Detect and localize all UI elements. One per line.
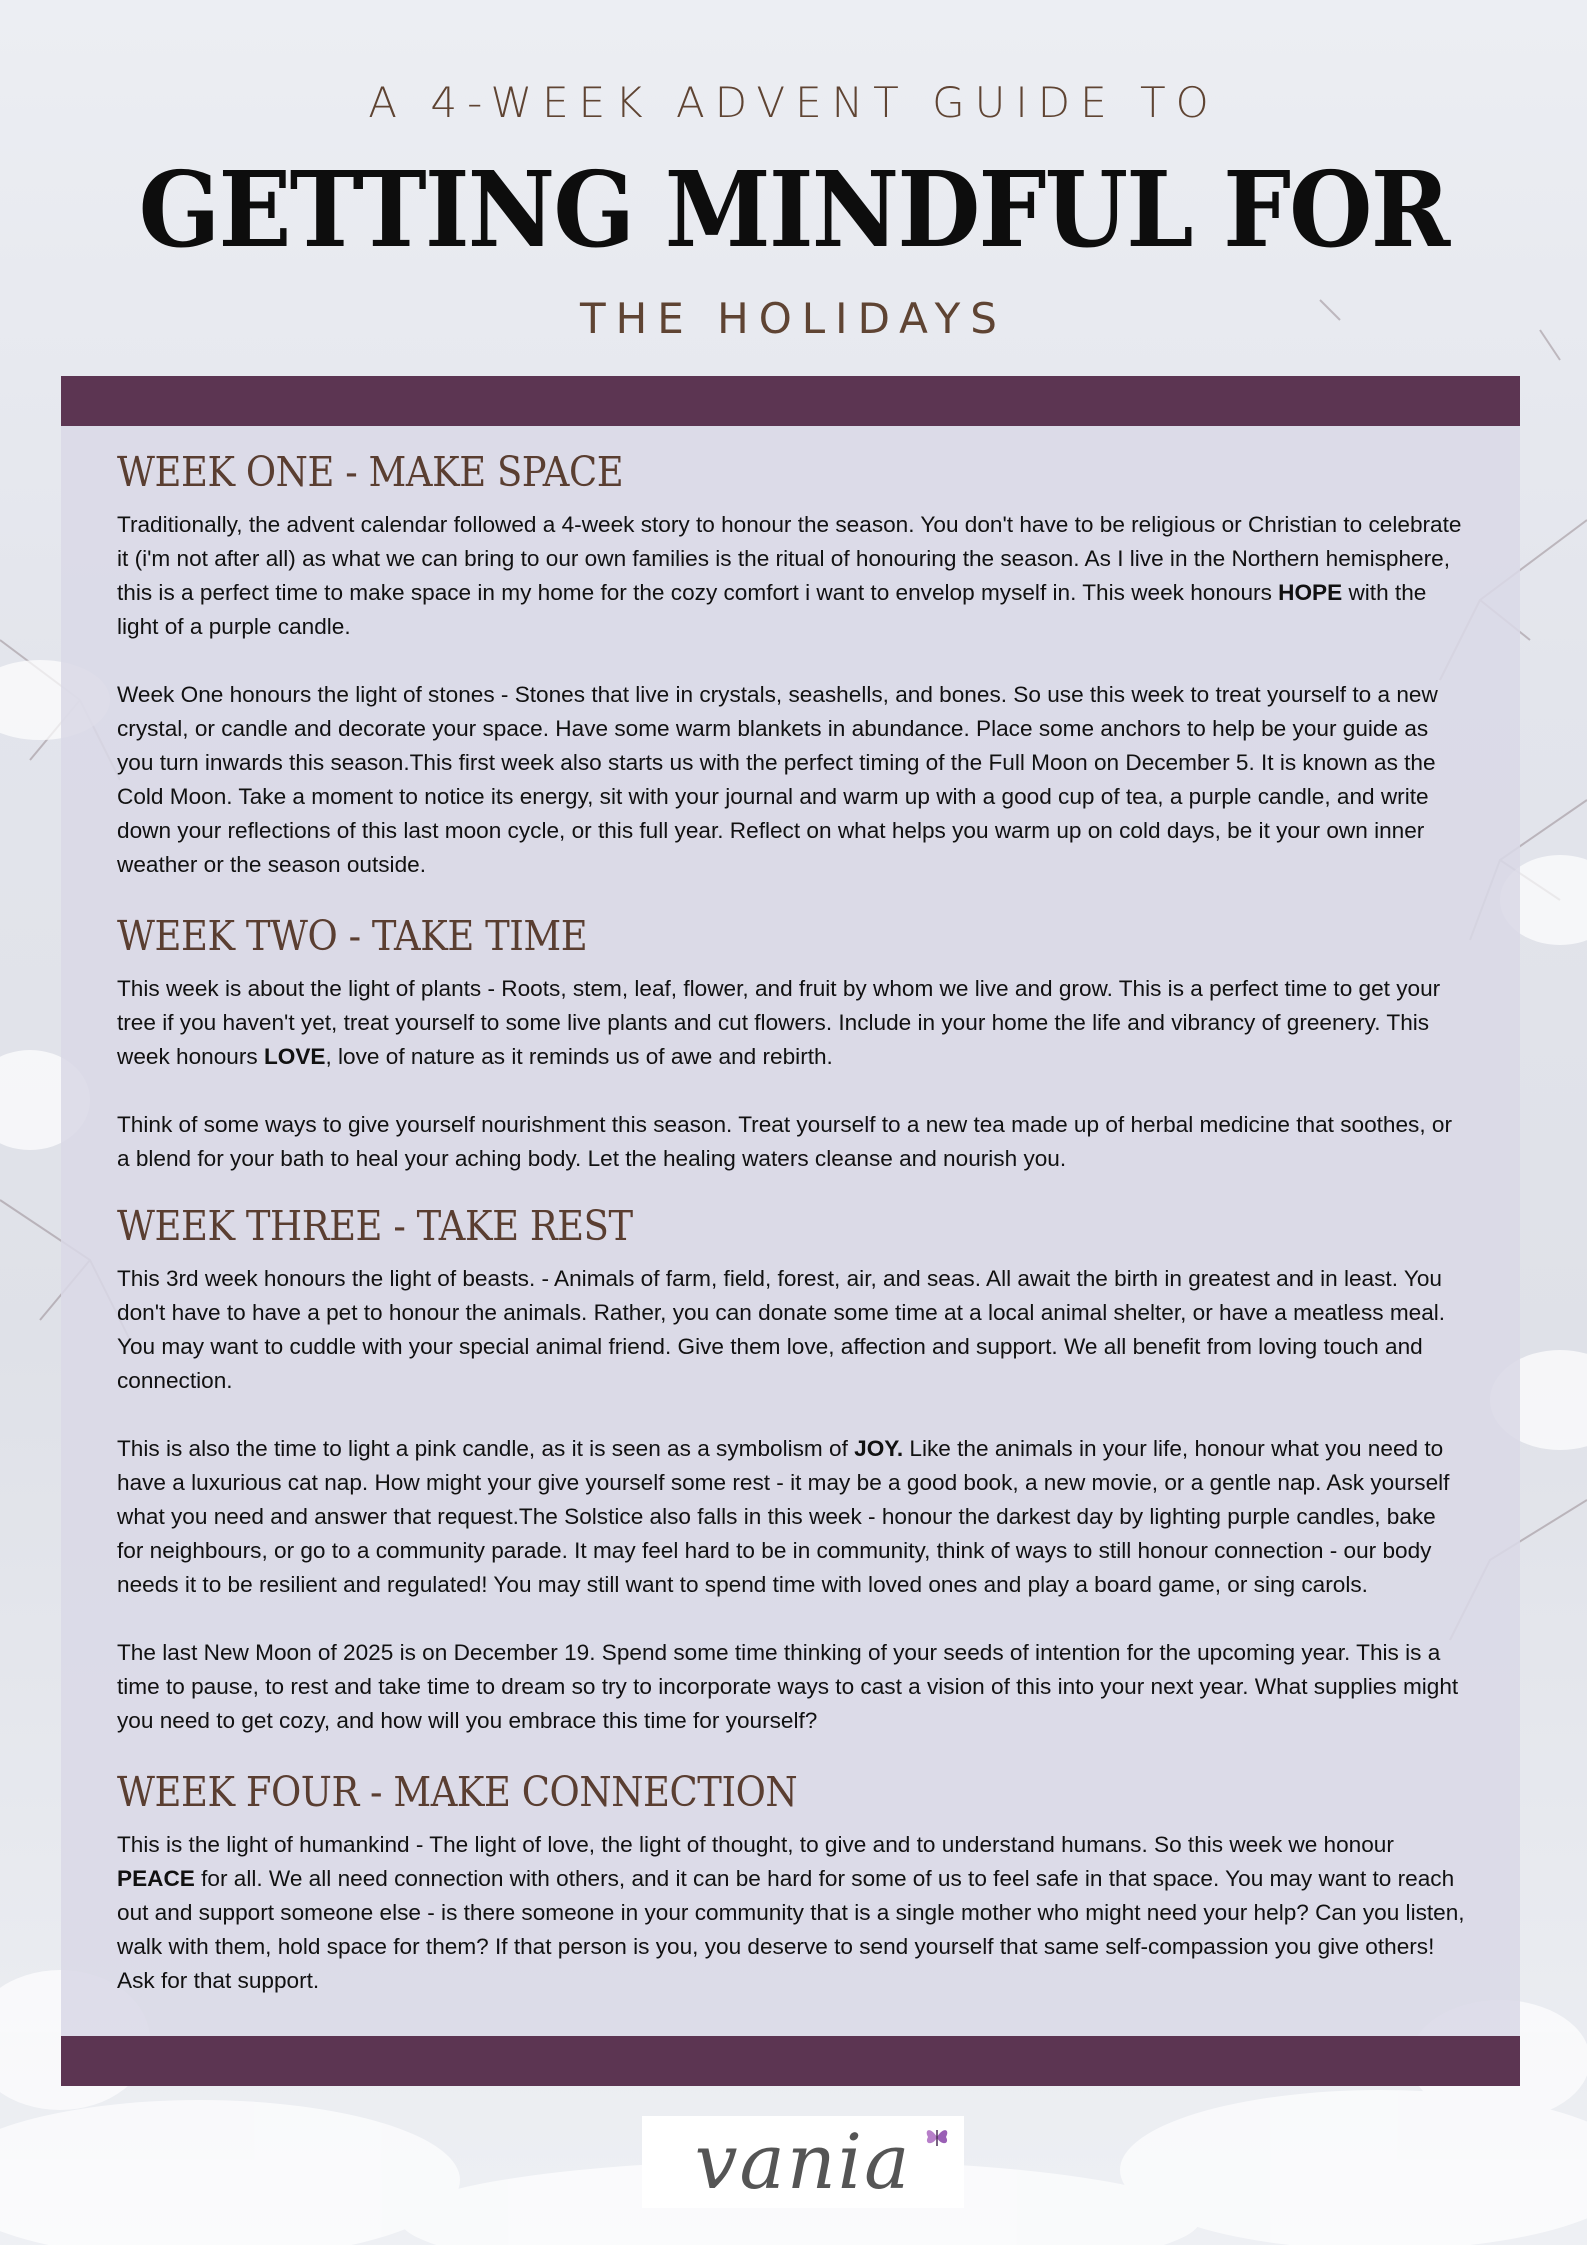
content-body <box>117 448 1523 2008</box>
emphasis-text: JOY. <box>854 1436 904 1461</box>
text-run: Like the animals in your life, honour what you need to have a luxurious cat nap. How might your give yourself some rest - it may be a good book, a new movie, or a gentle nap. Ask yourself what you need and answer that request.The Solstice also falls in this week - honour the darkest day by lighting purple candles, bake for neighbours, or go to a community parade. It may feel hard to be in community, think of ways to still honour connection - our body needs it to be resilient and regulated! You may still want to spend time with loved ones and play a board game, or sing carols. <box>117 1436 1450 1597</box>
section-paragraph <box>117 508 1467 644</box>
section-paragraph: Think of some ways to give yourself nourishment this season. Treat yourself to a new tea made up of herbal medicine that soothes, or a blend for your bath to heal your aching body. Let the healing waters cleanse and nourish you. <box>117 1112 1452 1171</box>
section-heading: WEEK FOUR - MAKE CONNECTION <box>117 1768 798 1816</box>
emphasis-text: LOVE <box>263 1044 326 1069</box>
section-heading: WEEK ONE - MAKE SPACE <box>117 448 624 496</box>
text-run: This is also the time to light a pink candle, as it is seen as a symbolism of <box>117 1436 855 1461</box>
section-paragraph <box>117 972 1467 1074</box>
text-run: for all. We all need connection with others, and it can be hard for some of us to feel safe in that space. You may want to reach out and support someone else - is there someone in your community that is a single mother who might need your help? Can you listen, walk with them, hold space for them? If that person is you, you deserve to send yourself that same self-compassion you give others! Ask for that support. <box>117 1866 1465 1993</box>
text-run: This is the light of humankind - The light of love, the light of thought, to give and to understand humans. So this week we honour <box>117 1832 1394 1857</box>
section-heading: WEEK TWO - TAKE TIME <box>117 912 588 960</box>
brand-logo <box>642 2116 964 2208</box>
panel-top-bar <box>61 376 1520 426</box>
emphasis-text: PEACE <box>117 1866 195 1891</box>
section-paragraph <box>117 1432 1467 1602</box>
section-week-one <box>117 448 1467 882</box>
section-heading: WEEK THREE - TAKE REST <box>117 1202 633 1250</box>
section-week-four <box>117 1768 1467 1998</box>
page-title: GETTING MINDFUL FOR <box>138 148 1449 271</box>
text-run: , love of nature as it reminds us of awe and rebirth. <box>325 1044 833 1069</box>
header-subtitle-bottom: THE HOLIDAYS <box>580 294 1007 343</box>
section-paragraph: The last New Moon of 2025 is on December 19. Spend some time thinking of your seeds of intention for the upcoming year. This is a time to pause, to rest and take time to dream so try to incorporate ways to cast a vision of this into your next year. What supplies might you need to get cozy, and how will you embrace this time for yourself? <box>117 1640 1459 1733</box>
section-week-two <box>117 912 1467 1176</box>
text-run: with the light of a purple candle. <box>117 580 1427 639</box>
section-paragraph <box>117 1828 1467 1998</box>
section-week-three <box>117 1202 1467 1738</box>
text-run: Traditionally, the advent calendar followed a 4-week story to honour the season. You don't have to be religious or Christian to celebrate it (i'm not after all) as what we can bring to our own families is the ritual of honouring the season. As I live in the Northern hemisphere, this is a perfect time to make space in my home for the cozy comfort i want to envelop myself in. This week honours <box>117 512 1462 605</box>
butterfly-icon <box>922 2122 952 2152</box>
text-run: This week is about the light of plants - Roots, stem, leaf, flower, and fruit by whom we live and grow. This is a perfect time to get your tree if you haven't yet, treat yourself to some live plants and cut flowers. Include in your home the life and vibrancy of greenery. This week honours <box>117 976 1441 1069</box>
panel-bottom-bar <box>61 2036 1520 2086</box>
section-paragraph: Week One honours the light of stones - Stones that live in crystals, seashells, and bones. So use this week to treat yourself to a new crystal, or candle and decorate your space. Have some warm blankets in abundance. Place some anchors to help be your guide as you turn inwards this season.This first week also starts us with the perfect timing of the Full Moon on December 5. It is known as the Cold Moon. Take a moment to notice its energy, sit with your journal and warm up with a good cup of tea, a purple candle, and write down your reflections of this last moon cycle, or this full year. Reflect on what helps you warm up on cold days, be it your own inner weather or the season outside. <box>117 682 1438 877</box>
emphasis-text: HOPE <box>1278 580 1343 605</box>
logo-wordmark: vania <box>694 2117 912 2206</box>
section-paragraph: This 3rd week honours the light of beasts. - Animals of farm, field, forest, air, and seas. All await the birth in greatest and in least. You don't have to have a pet to honour the animals. Rather, you can donate some time at a local animal shelter, or have a meatless meal. You may want to cuddle with your special animal friend. Give them love, affection and support. We all benefit from loving touch and connection. <box>117 1266 1446 1393</box>
content-panel <box>61 376 1520 2086</box>
header-subtitle-top: A 4-WEEK ADVENT GUIDE TO <box>368 78 1219 127</box>
